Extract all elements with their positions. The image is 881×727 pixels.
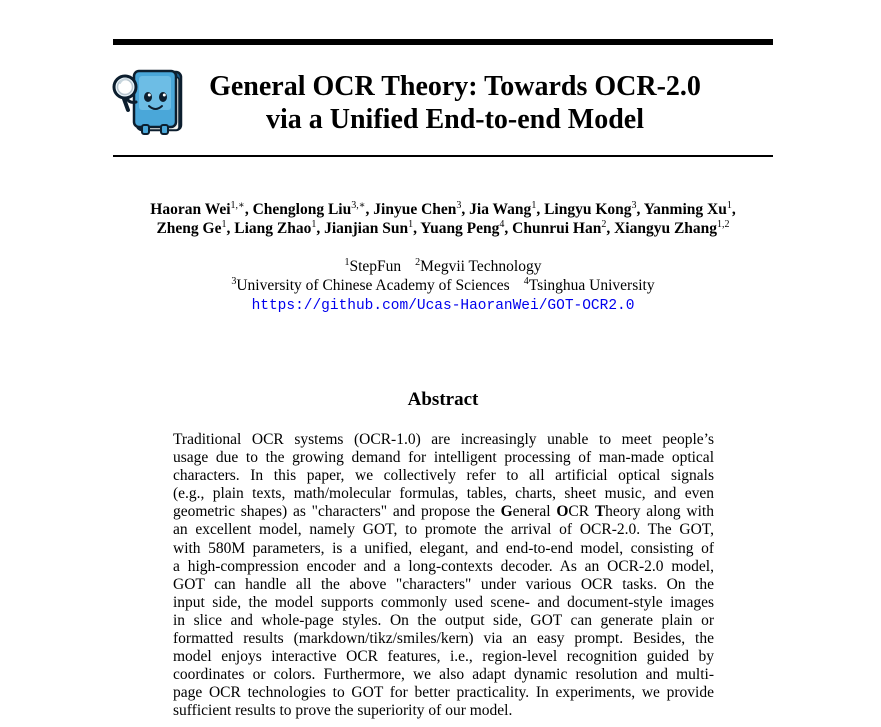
affiliation-mark: 1 (344, 257, 350, 268)
abstract-line: Traditional OCR systems (OCR-1.0) are increasingly unable to meet people’s (173, 431, 714, 448)
author-affiliation-mark: 1,2 (717, 219, 730, 230)
author-line (100, 219, 786, 238)
author-name: Haoran Wei (150, 201, 231, 218)
abstract-line: in slice and whole-page styles. On the output side, GOT can generate plain or (173, 611, 714, 629)
author-separator: , (461, 201, 470, 218)
author-separator: , (316, 220, 325, 237)
affiliation-line (100, 257, 786, 276)
title-line: via a Unified End-to-end Model (265, 104, 645, 135)
abstract-line-got-acronym: geometric shapes) as "characters" and propose the General OCR Theory along with (173, 503, 714, 521)
author-separator: , (536, 201, 545, 218)
author-name: Chenglong Liu (252, 201, 352, 218)
abstract-body (173, 431, 714, 721)
abstract-line: with 580M parameters, is a unified, elegant, and end-to-end model, consisting of (173, 539, 714, 557)
author-name: Xiangyu Zhang (614, 220, 718, 237)
author-affiliation-mark: 3 (631, 200, 637, 211)
author-affiliation-mark: 1 (408, 219, 414, 230)
author-separator: , (226, 220, 235, 237)
abstract-line: formatted results (markdown/tikz/smiles/kern) via an easy prompt. Besides, the (173, 630, 714, 648)
author-affiliation-mark: 2 (601, 219, 607, 230)
author-affiliation-mark: 1 (726, 200, 732, 211)
abstract-line: GOT can handle all the above "characters" under various OCR tasks. On the (173, 575, 714, 593)
book-magnifier-logo (112, 68, 186, 136)
paper-title (190, 70, 720, 136)
author-name: Yuang Peng (420, 220, 500, 237)
author-affiliation-mark: 1 (531, 200, 537, 211)
abstract-heading: Abstract (407, 389, 479, 410)
affiliation-name: StepFun (349, 258, 402, 275)
abstract-line: usage due to the growing demand for intelligent processing of man-made optical (173, 449, 714, 467)
author-separator: , (636, 201, 644, 218)
affiliation-name: University of Chinese Academy of Sciences (236, 277, 510, 294)
github-repo-link[interactable]: https://github.com/Ucas-HaoranWei/GOT-OCR2.0 (251, 298, 635, 314)
author-name: Chunrui Han (512, 220, 602, 237)
affiliation-line (100, 276, 786, 295)
author-separator: , (244, 201, 253, 218)
affiliation-name: Tsinghua University (528, 277, 655, 294)
author-name: Lingyu Kong (544, 201, 632, 218)
affiliation-mark: 3 (231, 276, 237, 287)
abstract-line: page OCR technologies to GOT for better practicality. In experiments, we provide (173, 684, 714, 702)
abstract-line: characters. In this paper, we collectively refer to all artificial optical signals (173, 467, 714, 485)
author-name: Jia Wang (469, 201, 532, 218)
title-line: General OCR Theory: Towards OCR-2.0 (209, 71, 701, 102)
author-affiliation-mark: 3 (456, 200, 462, 211)
author-separator: , (504, 220, 513, 237)
abstract-line: sufficient results to prove the superiority of our model. (173, 702, 513, 720)
author-separator: , (413, 220, 421, 237)
title-bottom-rule (113, 155, 773, 157)
author-name: Liang Zhao (234, 220, 312, 237)
abstract-line: a high-compression encoder and a long-contexts decoder. As an OCR-2.0 model, (173, 557, 714, 575)
author-separator: , (606, 220, 615, 237)
abstract-line: input side, the model supports commonly used scene- and document-style images (173, 593, 714, 611)
author-separator: , (731, 201, 736, 218)
affiliation-mark: 2 (415, 257, 421, 268)
repo-link-line (100, 295, 786, 316)
abstract-line: (e.g., plain texts, math/molecular formulas, tables, charts, sheet music, and even (173, 485, 714, 503)
abstract-line: an excellent model, namely GOT, to promote the arrival of OCR-2.0. The GOT, (173, 521, 714, 539)
abstract-line: model enjoys interactive OCR features, i.e., region-level recognition guided by (173, 648, 714, 666)
abstract-line: coordinates or colors. Furthermore, we also adapt dynamic resolution and multi- (173, 666, 714, 684)
author-name: Jinyue Chen (373, 201, 457, 218)
affiliation-name: Megvii Technology (420, 258, 542, 275)
top-rule (113, 39, 773, 45)
author-name: Yanming Xu (643, 201, 727, 218)
author-affiliation-mark: 1 (221, 219, 227, 230)
affiliation-mark: 4 (523, 276, 529, 287)
author-affiliation-mark: 4 (499, 219, 505, 230)
author-affiliation-mark: 1,∗ (230, 200, 245, 211)
author-line (100, 200, 786, 219)
author-name: Jianjian Sun (324, 220, 409, 237)
author-separator: , (365, 201, 374, 218)
author-affiliation-mark: 1 (311, 219, 317, 230)
affiliations (100, 257, 786, 316)
author-name: Zheng Ge (156, 220, 222, 237)
author-affiliation-mark: 3,∗ (351, 200, 366, 211)
author-list (100, 200, 786, 238)
